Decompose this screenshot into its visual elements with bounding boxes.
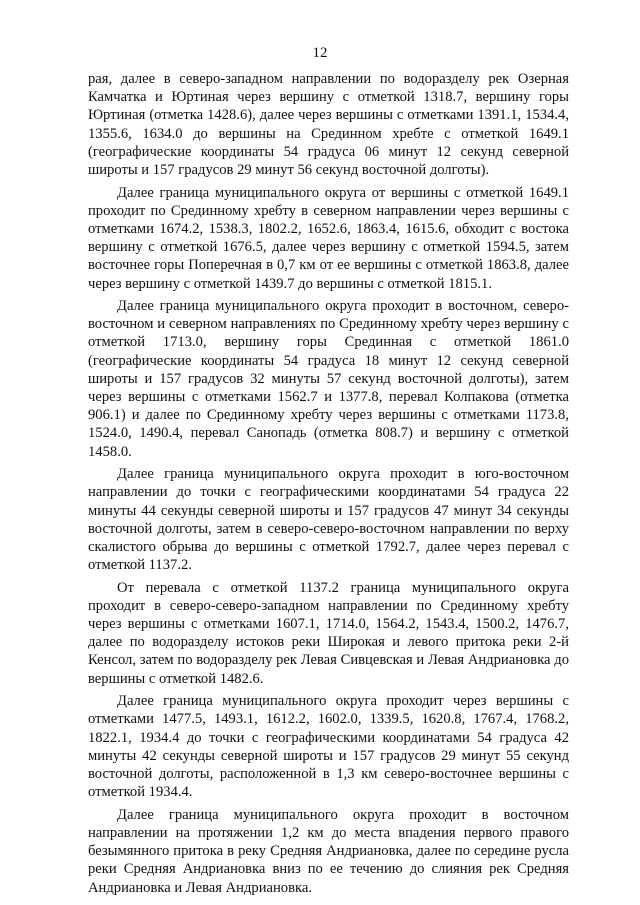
paragraph: Далее граница муниципального округа от вершины с отметкой 1649.1 проходит по Срединному хребту в северном направлении через вершины с отметками 1674.2, 1538.3, 1802.2, 1652.6, 1863.4, 1615.6, обходит с востока вершину с отметкой 1676.5, далее через вершину с отметкой 1594.5, затем восточнее горы Поперечная в 0,7 км от ее вершины с отметкой 1863.8, далее через вершину с отметкой 1439.7 до вершины с отметкой 1815.1. (88, 184, 569, 292)
paragraph: Далее граница муниципального округа проходит в восточном направлении на протяжении 1,2 км до места впадения первого правого безымянного притока в реку Средняя Андриановка, далее по середине русла реки Средняя Андриановка вниз по ее течению до слияния рек Средняя Андриановка и Левая Андриановка. (88, 806, 569, 896)
paragraph: рая, далее в северо-западном направлении по водоразделу рек Озерная Камчатка и Юртиная через вершину с отметкой 1318.7, вершину горы Юртиная (отметка 1428.6), далее через вершины с отметками 1391.1, 1534.4, 1355.6, 1634.0 до вершины на Срединном хребте с отметкой 1649.1 (географические координаты 54 градуса 06 минут 12 секунд северной широты и 157 градусов 29 минут 56 секунд восточной долготы). (88, 71, 569, 179)
paragraph: От перевала с отметкой 1137.2 граница муниципального округа проходит в северо-северо-западном направлении по Срединному хребту через вершины с отметками 1607.1, 1714.0, 1564.2, 1543.4, 1500.2, 1476.7, далее по водоразделу истоков реки Широкая и левого притока реки 2-й Кенсол, затем по водоразделу рек Левая Сивцевская и Левая Андриановка до вершины с отметкой 1482.6. (88, 579, 569, 687)
paragraph: Далее граница муниципального округа проходит в восточном, северо-восточном и северном направлениях по Срединному хребту через вершину с отметкой 1713.0, вершину горы Срединная с отметкой 1861.0 (географические координаты 54 градуса 18 минут 12 секунд северной широты и 157 градусов 32 минуты 57 секунд восточной долготы), затем через вершины с отметками 1562.7 и 1377.8, перевал Колпакова (отметка 906.1) и далее по Срединному хребту через вершины с отметками 1173.8, 1524.0, 1490.4, перевал Санопадь (отметка 808.7) и вершину с отметкой 1458.0. (88, 298, 569, 460)
paragraph: Далее граница муниципального округа проходит в юго-восточном направлении до точки с географическими координатами 54 градуса 22 минуты 44 секунды северной широты и 157 градусов 47 минут 34 секунды восточной долготы, затем в северо-северо-восточном направлении по верху скалистого обрыва до вершины с отметкой 1792.7, далее через перевал с отметкой 1137.2. (88, 466, 569, 574)
page-number: 12 (312, 45, 328, 61)
document-body (88, 70, 569, 897)
paragraph: Далее граница муниципального округа проходит через вершины с отметками 1477.5, 1493.1, 1612.2, 1602.0, 1339.5, 1620.8, 1767.4, 1768.2, 1822.1, 1934.4 до точки с географическими координатами 54 градуса 42 минуты 42 секунды северной широты и 157 градусов 29 минут 55 секунд восточной долготы, расположенной в 1,3 км северо-восточнее вершины с отметкой 1934.4. (88, 693, 569, 801)
